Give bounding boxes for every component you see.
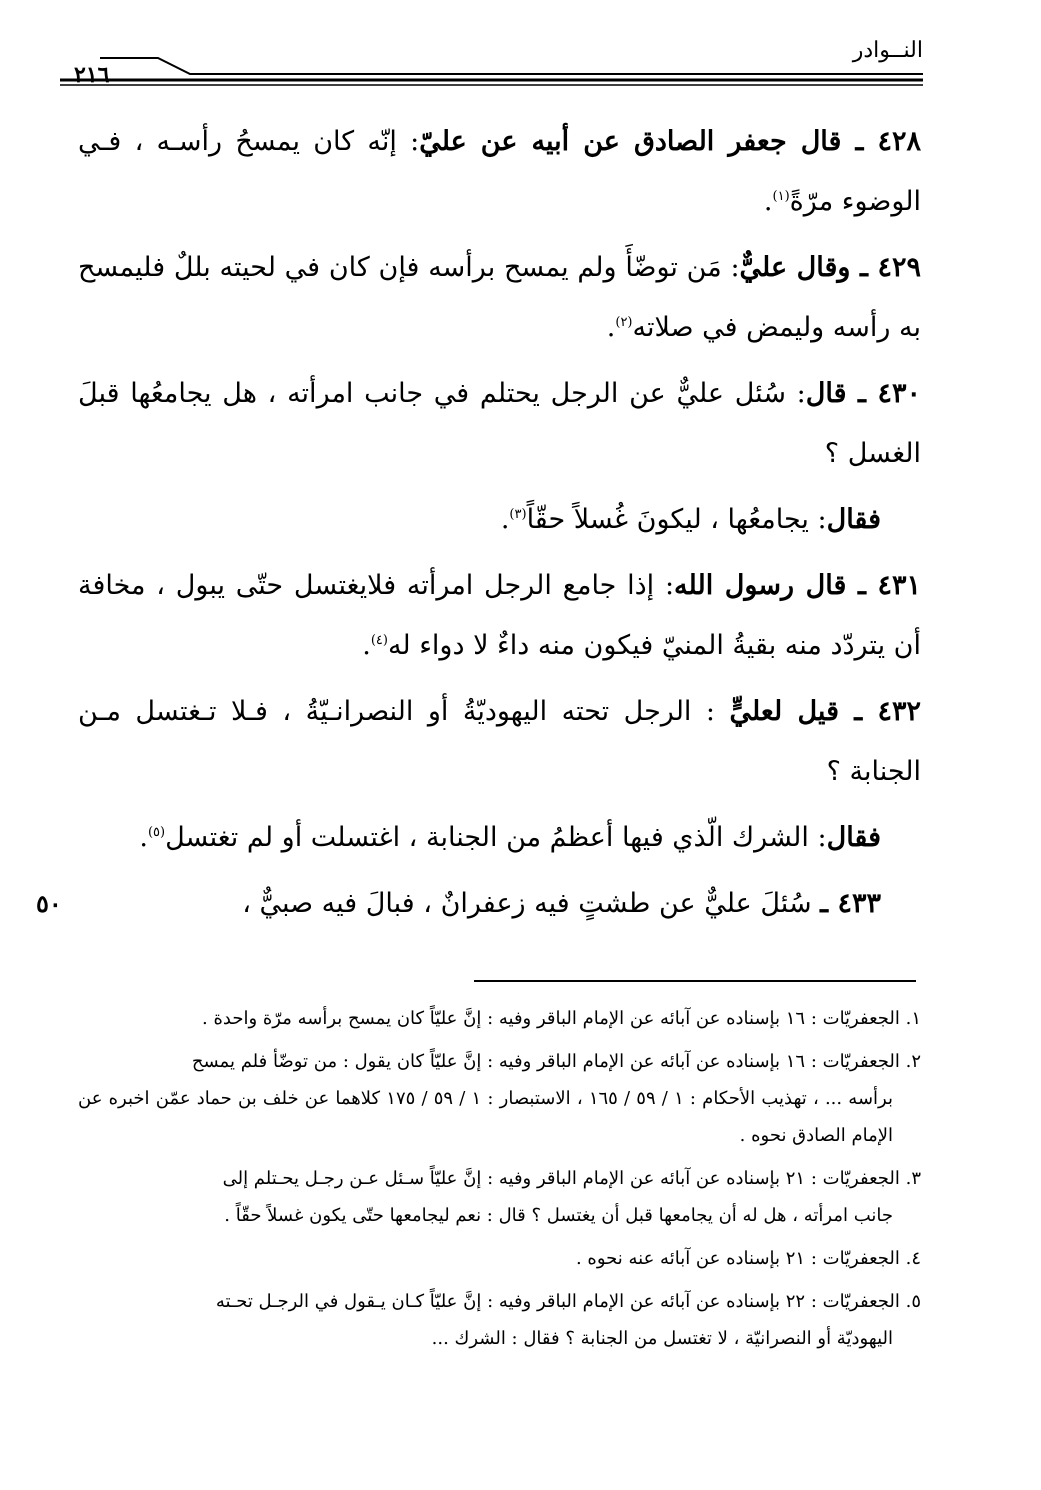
margin-number: ٥٠ bbox=[36, 889, 62, 918]
hadith-430 bbox=[78, 364, 921, 484]
period: . bbox=[139, 822, 148, 853]
footnotes bbox=[78, 998, 921, 1363]
hadith-text: : سُئل عليٌّ عن الرجل يحتلم في جانب امرأته ، هل يجامعُها قبلَ الغسل ؟ bbox=[78, 378, 921, 469]
hadith-lead: ٤٣٣ ـ bbox=[820, 888, 881, 919]
hadith-text: : مَن توضّأَ ولم يمسح برأسه فإن كان في لحيته بللٌ فليمسح به رأسه وليمض في صلاته bbox=[78, 252, 921, 343]
hadith-430-answer bbox=[78, 490, 921, 550]
hadith-text: : إنّه كان يمسحُ رأسـه ، فـي الوضوء مرّةً bbox=[78, 126, 921, 217]
footnote-3 bbox=[78, 1160, 921, 1234]
answer-lead: فقال bbox=[826, 504, 881, 535]
footnote-ref[interactable]: (٤) bbox=[370, 633, 388, 648]
footnote-text: ٤. الجعفريّات : ٢١ بإسناده عن آبائه عنه نحوه . bbox=[575, 1248, 921, 1269]
footnote-ref[interactable]: (٣) bbox=[509, 507, 527, 522]
footnote-1 bbox=[78, 1000, 921, 1037]
footnote-separator bbox=[474, 980, 916, 982]
answer-lead: فقال bbox=[826, 822, 881, 853]
footnote-text-continued: جانب امرأته ، هل له أن يجامعها قبل أن يغتسل ؟ قال : نعم ليجامعها حتّى يكون غسلاً حقّاً . bbox=[224, 1205, 893, 1226]
hadith-text: : الرجل تحته اليهوديّةُ أو النصرانـيّةُ ، فـلا تـغتسل مـن الجنابة ؟ bbox=[78, 696, 921, 787]
footnote-4 bbox=[78, 1240, 921, 1277]
footnote-text: ٥. الجعفريّات : ٢٢ بإسناده عن آبائه عن الإمام الباقر وفيه : إنَّ عليّاً كـان يـقول في الرجـل تحـته bbox=[215, 1291, 921, 1312]
hadith-432-answer bbox=[78, 808, 921, 868]
footnote-2 bbox=[78, 1043, 921, 1154]
hadith-433 bbox=[36, 874, 921, 934]
hadith-432 bbox=[78, 682, 921, 802]
page-number: ٢١٦ bbox=[74, 62, 110, 88]
hadith-text: : إذا جامع الرجل امرأته فلايغتسل حتّى يبول ، مخافة أن يتردّد منه بقيةُ المنيّ فيكون منه داءٌ لا دواء له bbox=[78, 570, 921, 661]
hadith-lead: ٤٢٩ ـ وقال عليٌّ bbox=[739, 252, 922, 283]
period: . bbox=[362, 630, 371, 661]
footnote-text-continued: برأسه ... ، تهذيب الأحكام : ١ / ٥٩ / ١٦٥ ، الاستبصار : ١ / ٥٩ / ١٧٥ كلاهما عن خلف بن حماد عمّن اخبره عن الإمام الصادق نحوه . bbox=[78, 1088, 893, 1146]
footnote-text: ١. الجعفريّات : ١٦ بإسناده عن آبائه عن الإمام الباقر وفيه : إنَّ عليّاً كان يمسح برأسه مرّة واحدة . bbox=[202, 1008, 921, 1029]
footnote-text: ٢. الجعفريّات : ١٦ بإسناده عن آبائه عن الإمام الباقر وفيه : إنَّ عليّاً كان يقول : من توضّأ فلم يمسح bbox=[191, 1051, 921, 1072]
running-title: النــوادر bbox=[852, 38, 923, 63]
hadith-429 bbox=[78, 238, 921, 358]
hadith-text: سُئلَ عليٌّ عن طشتٍ فيه زعفرانٌ ، فبالَ فيه صبيٌّ ، bbox=[242, 888, 812, 919]
footnote-text-continued: اليهوديّة أو النصرانيّة ، لا تغتسل من الجنابة ؟ فقال : الشرك ... bbox=[431, 1328, 893, 1349]
hadith-lead: ٤٢٨ ـ قال جعفر الصادق عن أبيه عن عليّ bbox=[419, 126, 921, 157]
main-text bbox=[36, 112, 922, 940]
hadith-lead: ٤٣١ ـ قال رسول الله bbox=[674, 570, 921, 601]
period: . bbox=[763, 186, 773, 217]
hadith-428 bbox=[78, 112, 921, 232]
page-header bbox=[60, 30, 923, 100]
footnote-ref[interactable]: (١) bbox=[772, 189, 790, 204]
footnote-5 bbox=[78, 1283, 921, 1357]
period: . bbox=[606, 312, 616, 343]
footnote-ref[interactable]: (٥) bbox=[147, 825, 166, 840]
answer-text: : يجامعُها ، ليكونَ غُسلاً حقّاً bbox=[526, 504, 827, 535]
period: . bbox=[500, 504, 510, 535]
hadith-431 bbox=[78, 556, 921, 676]
hadith-lead: ٤٣٢ ـ قيل لعليٍّ bbox=[729, 696, 921, 727]
footnote-text: ٣. الجعفريّات : ٢١ بإسناده عن آبائه عن الإمام الباقر وفيه : إنَّ عليّاً سـئل عـن رجـل يحـتلم إلى bbox=[222, 1168, 921, 1189]
header-rule-ornament bbox=[60, 30, 923, 100]
footnote-ref[interactable]: (٢) bbox=[615, 315, 633, 330]
answer-text: : الشرك الّذي فيها أعظمُ من الجنابة ، اغتسلت أو لم تغتسل bbox=[165, 822, 827, 853]
hadith-lead: ٤٣٠ ـ قال bbox=[805, 378, 921, 409]
